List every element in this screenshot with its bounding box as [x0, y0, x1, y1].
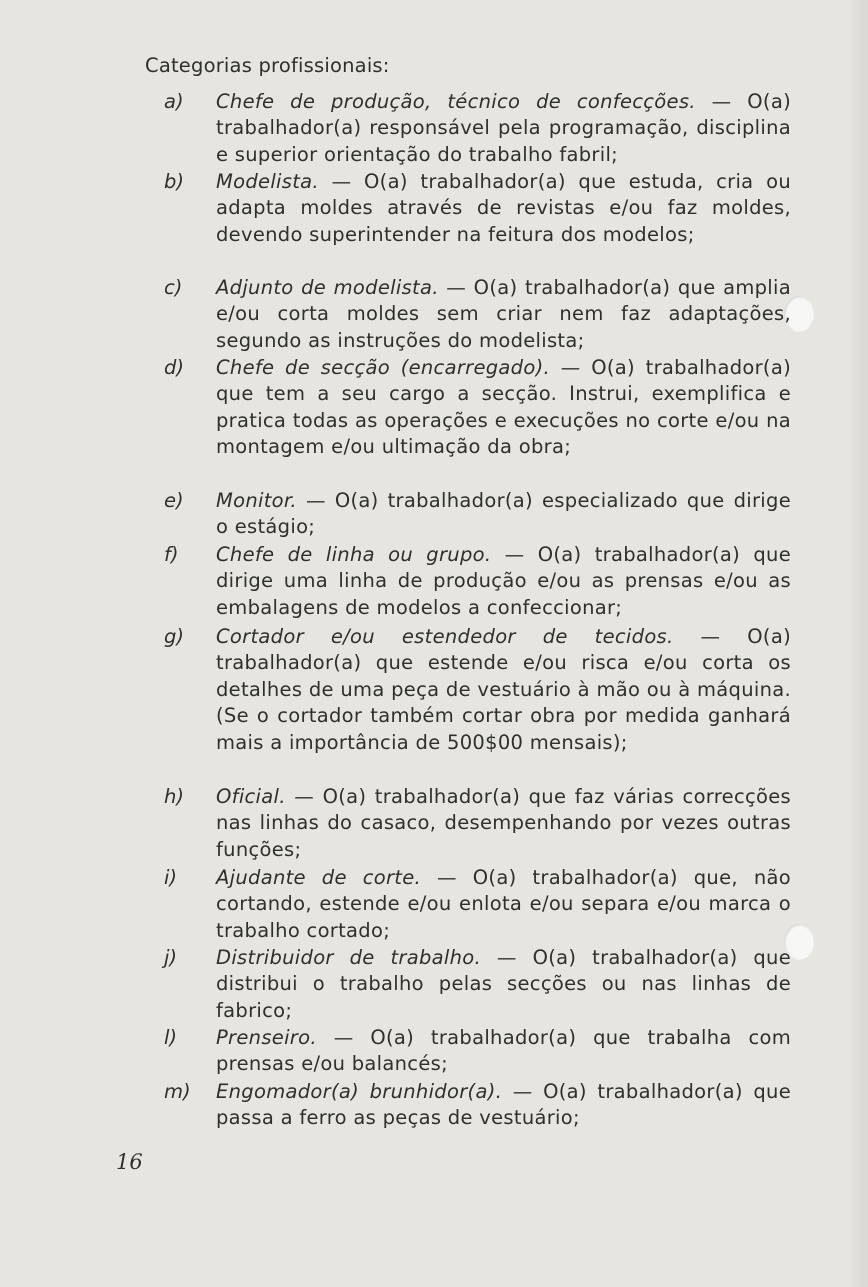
item-term: Prenseiro.: [216, 1026, 317, 1049]
item-text: O(a) trabalhador(a) que estende e/ou risca e/ou corta os detalhes de uma peça de vestuário à mão ou à máquina. (Se o cortador também cortar obra por medida ganhará mais a importância de 500$00 mensais);: [216, 625, 791, 754]
item-separator: —: [673, 625, 748, 648]
item-term: Distribuidor de trabalho.: [216, 946, 482, 969]
item-text: O(a) trabalhador(a) especializado que dirige o estágio;: [216, 489, 791, 539]
item-separator: —: [285, 785, 323, 808]
item-text: O(a) trabalhador(a) que dirige uma linha de produção e/ou as prensas e/ou as embalagens de modelos a confeccionar;: [216, 543, 791, 619]
item-separator: —: [481, 946, 533, 969]
item-marker: b): [164, 170, 184, 193]
item-body: [216, 1079, 791, 1132]
item-text: O(a) trabalhador(a) que tem a seu cargo a secção. Instrui, exemplifica e pratica todas as operações e execuções no corte e/ou na montagem e/ou ultimação da obra;: [216, 356, 791, 459]
item-marker: d): [164, 356, 184, 379]
item-term: Chefe de secção (encarregado).: [216, 356, 550, 379]
page-number: 16: [116, 1150, 143, 1174]
item-separator: —: [695, 90, 748, 113]
item-term: Adjunto de modelista.: [216, 276, 439, 299]
item-separator: —: [502, 1080, 544, 1103]
item-marker: e): [164, 489, 184, 512]
item-separator: —: [438, 276, 474, 299]
item-body: [216, 784, 791, 863]
item-body: [216, 275, 791, 354]
item-separator: —: [421, 866, 473, 889]
item-body: [216, 542, 791, 621]
item-term: Chefe de produção, técnico de confecções.: [216, 90, 696, 113]
item-body: [216, 169, 791, 248]
item-separator: —: [550, 356, 592, 379]
item-body: [216, 945, 791, 1024]
item-body: [216, 1025, 791, 1078]
item-marker: m): [164, 1080, 191, 1103]
item-marker: f): [164, 543, 179, 566]
item-term: Engomador(a) brunhidor(a).: [216, 1080, 503, 1103]
item-marker: i): [164, 866, 178, 889]
item-separator: —: [296, 489, 335, 512]
item-term: Oficial.: [216, 785, 286, 808]
item-marker: l): [164, 1026, 178, 1049]
item-term: Ajudante de corte.: [216, 866, 422, 889]
item-marker: j): [164, 946, 178, 969]
item-marker: h): [164, 785, 184, 808]
item-marker: a): [164, 90, 184, 113]
item-term: Cortador e/ou estendedor de tecidos.: [216, 625, 674, 648]
item-separator: —: [316, 1026, 371, 1049]
item-body: [216, 89, 791, 168]
item-marker: c): [164, 276, 183, 299]
item-text: O(a) trabalhador(a) que passa a ferro as peças de vestuário;: [216, 1080, 792, 1130]
item-body: [216, 355, 791, 461]
item-text: O(a) trabalhador(a) que distribui o trabalho pelas secções ou nas linhas de fabrico;: [216, 946, 791, 1022]
section-heading: Categorias profissionais:: [145, 54, 390, 77]
item-term: Modelista.: [216, 170, 319, 193]
item-text: O(a) trabalhador(a) que faz várias correcções nas linhas do casaco, desempenhando por vezes outras funções;: [216, 785, 791, 861]
item-body: [216, 865, 791, 944]
item-text: O(a) trabalhador(a) que trabalha com prensas e/ou balancés;: [216, 1026, 791, 1076]
item-text: O(a) trabalhador(a) que amplia e/ou corta moldes sem criar nem faz adaptações, segundo as instruções do modelista;: [216, 276, 791, 352]
item-text: O(a) trabalhador(a) que, não cortando, estende e/ou enlota e/ou separa e/ou marca o trabalho cortado;: [216, 866, 791, 942]
page-edge-shadow: [846, 0, 868, 1287]
item-term: Monitor.: [216, 489, 297, 512]
item-body: [216, 624, 791, 756]
item-separator: —: [491, 543, 538, 566]
item-text: O(a) trabalhador(a) responsável pela programação, disciplina e superior orientação do trabalho fabril;: [216, 90, 791, 166]
item-marker: g): [164, 625, 184, 648]
item-text: O(a) trabalhador(a) que estuda, cria ou adapta moldes através de revistas e/ou faz moldes, devendo superintender na feitura dos modelos;: [216, 170, 791, 246]
item-body: [216, 488, 791, 541]
item-term: Chefe de linha ou grupo.: [216, 543, 492, 566]
item-separator: —: [318, 170, 365, 193]
